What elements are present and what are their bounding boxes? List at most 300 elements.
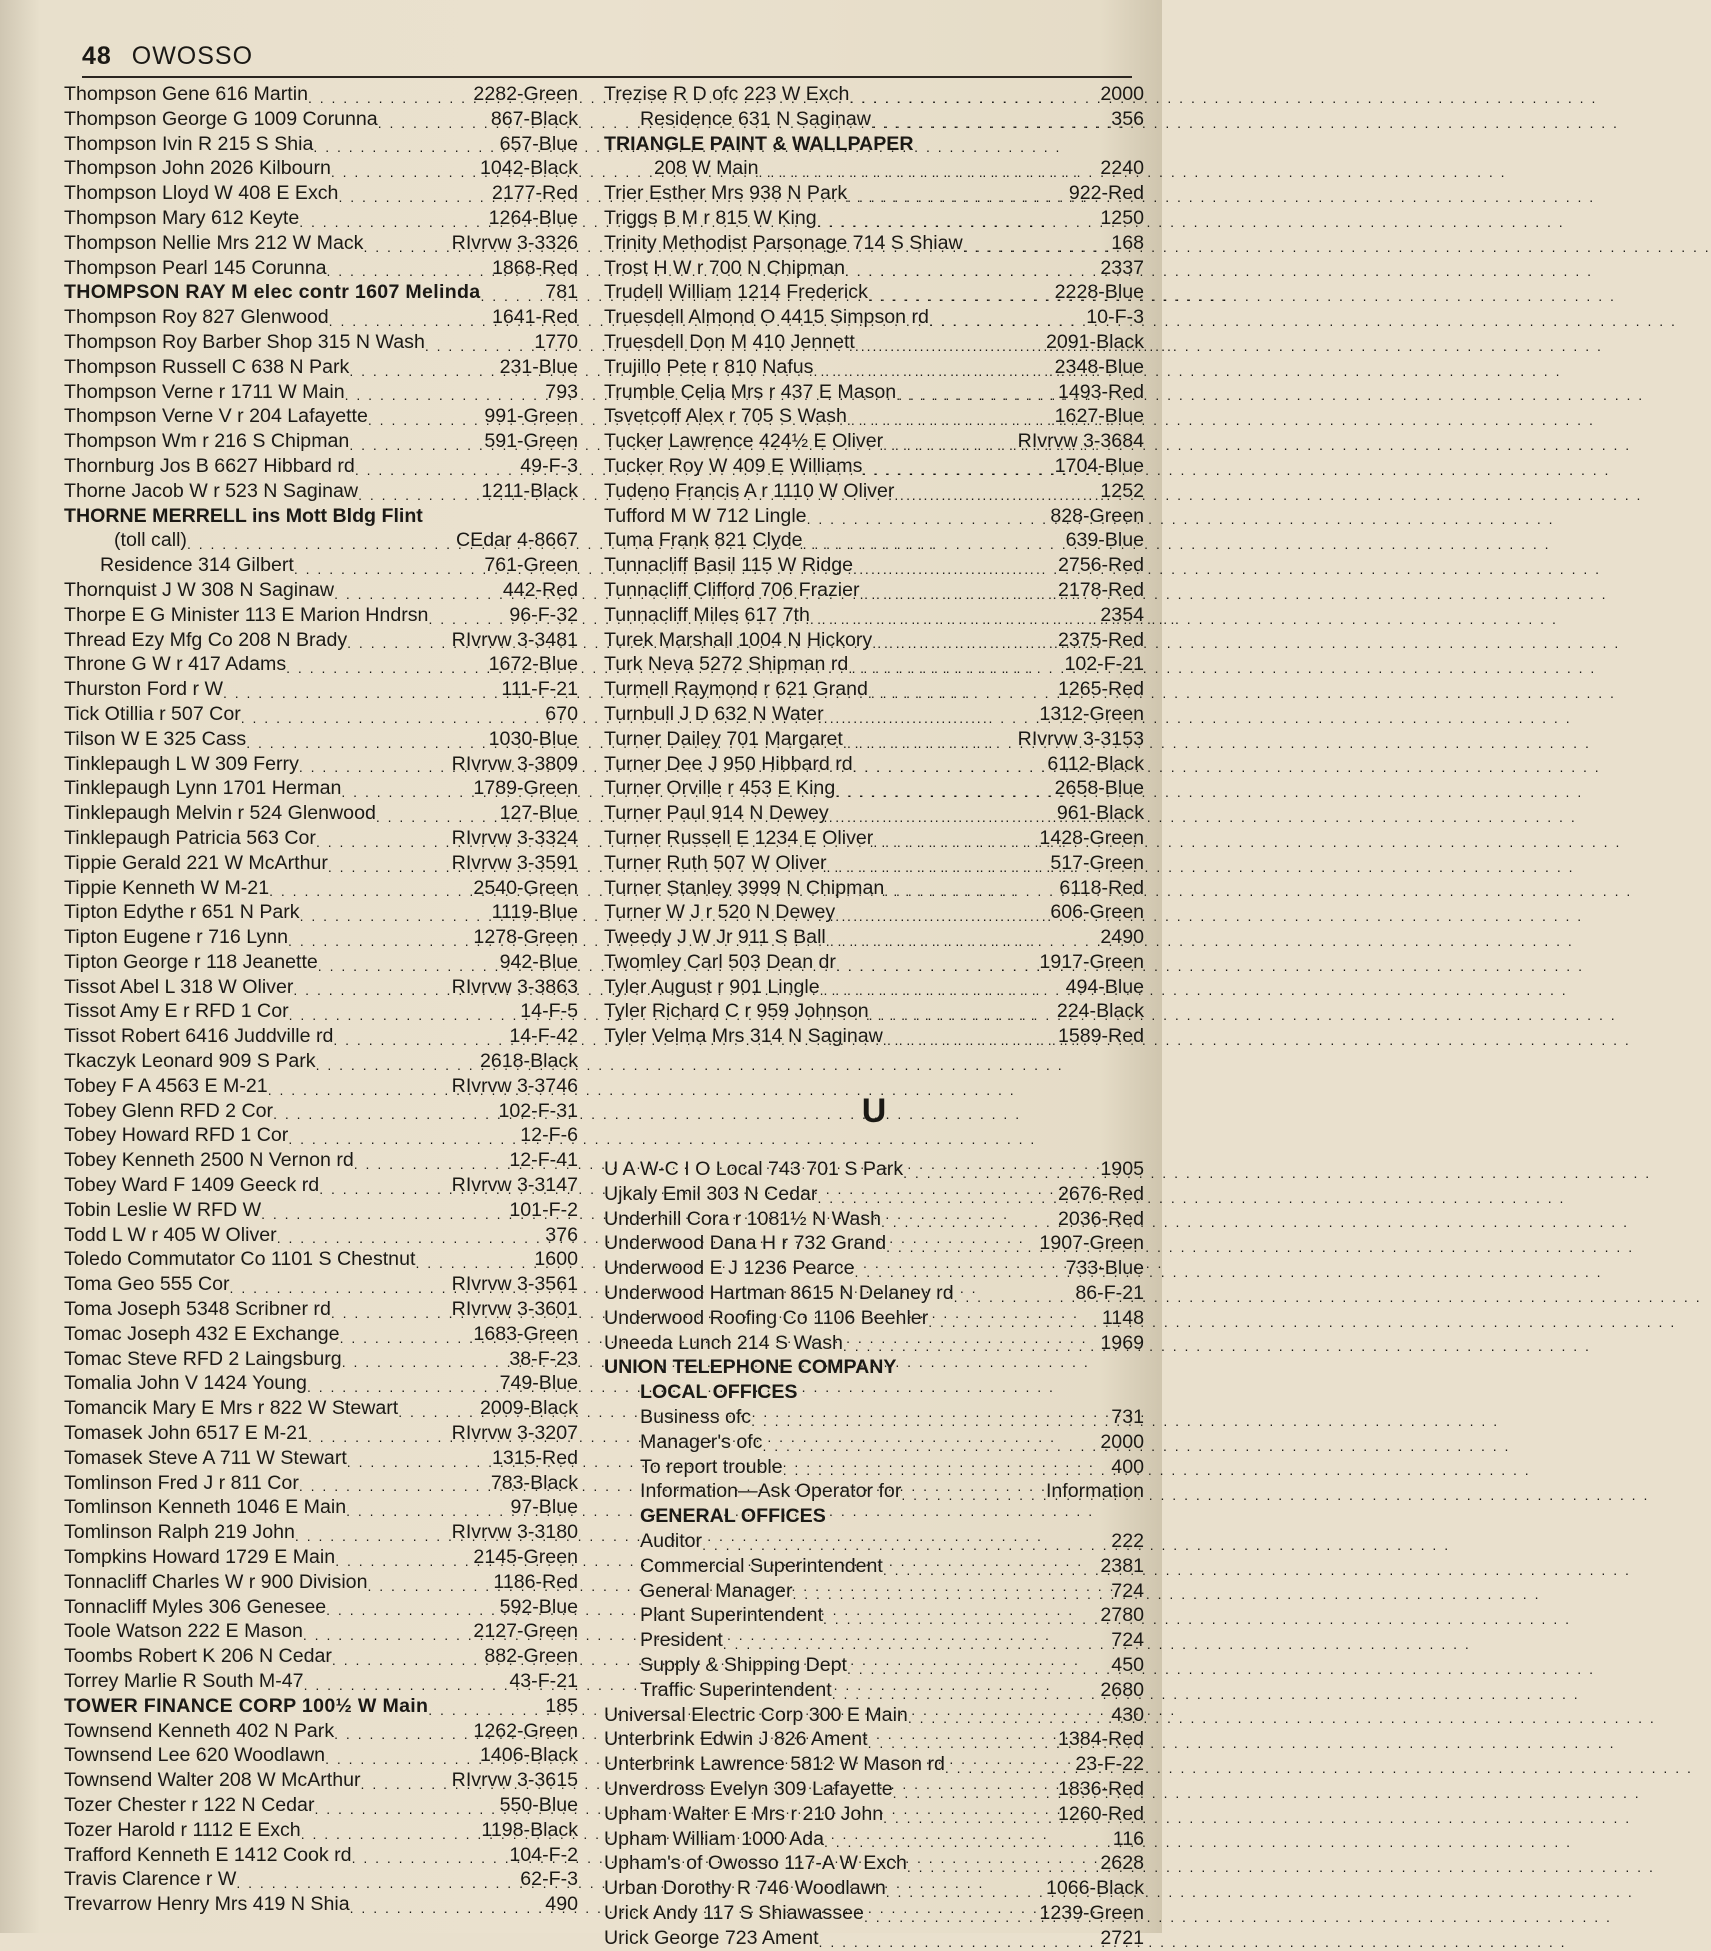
listing-name: Tufford M W 712 Lingle: [604, 504, 807, 527]
listing-name: Tomlinson Kenneth 1046 E Main: [64, 1496, 347, 1519]
leader-dots: [868, 1734, 1056, 1752]
phone-number: 1868-Red: [491, 256, 578, 279]
phone-number: 1260-Red: [1057, 1802, 1144, 1825]
phone-number: 231-Blue: [499, 355, 578, 378]
listing-name: Thompson Mary 612 Keyte: [64, 206, 300, 229]
listing-entry: [64, 752, 578, 777]
listing-name: Tippie Gerald 221 W McArthur: [64, 851, 328, 874]
listing-name: Tozer Chester r 122 N Cedar: [64, 1793, 315, 1816]
listing-entry: [64, 1123, 578, 1148]
section-letter: U: [861, 1092, 887, 1131]
listing-name: U A W-C I O Local 743 701 S Park: [604, 1158, 904, 1181]
phone-number: 1315-Red: [491, 1446, 578, 1469]
listing-entry: [64, 1371, 578, 1396]
phone-number: 2000: [1100, 1430, 1144, 1453]
leader-dots: [864, 1908, 1037, 1926]
phone-number: 2348-Blue: [1054, 355, 1144, 378]
phone-number: 882-Green: [484, 1645, 578, 1668]
listing-entry: [64, 1099, 578, 1124]
listing-entry: [604, 1752, 1144, 1777]
phone-number: 922-Red: [1068, 182, 1144, 205]
listing-entry: [604, 1430, 1144, 1455]
listing-entry: [604, 603, 1144, 628]
leader-dots: [347, 634, 450, 652]
phone-number: 2145-Green: [473, 1546, 578, 1569]
listing-entry: [64, 727, 578, 752]
leader-dots: [907, 1858, 1099, 1876]
phone-number: 1672-Blue: [488, 653, 578, 676]
listing-entry: [604, 1727, 1144, 1752]
listing-entry: [64, 107, 578, 132]
listing-entry: [604, 553, 1144, 578]
listing-entry: [64, 156, 578, 181]
phone-number: RIvrvw 3-3863: [451, 975, 578, 998]
leader-dots: [845, 262, 1098, 280]
listing-name: Thompson Russell C 638 N Park: [64, 355, 350, 378]
listing-name: General Manager: [640, 1579, 793, 1602]
leader-dots: [813, 362, 1052, 380]
phone-number: 2354: [1100, 603, 1144, 626]
listing-entry: [64, 603, 578, 628]
listing-name: Underwood Dana H r 732 Grand: [604, 1232, 887, 1255]
listing-entry: [64, 1297, 578, 1322]
listing-entry: [604, 1281, 1144, 1306]
listing-name: Tipton George r 118 Jeanette: [64, 950, 318, 973]
leader-dots: [347, 1453, 490, 1471]
listing-name: Tyler Richard C r 959 Johnson: [604, 1000, 869, 1023]
leader-dots: [832, 1685, 1099, 1703]
listing-entry: [64, 1322, 578, 1347]
phone-number: 1969: [1100, 1331, 1144, 1354]
leader-dots: [350, 1899, 544, 1917]
leader-dots: [823, 1610, 1098, 1628]
listing-entry: [604, 1157, 1144, 1182]
leader-dots: [883, 1561, 1099, 1579]
phone-number: 2127-Green: [473, 1620, 578, 1643]
listing-entry: [64, 280, 578, 305]
listing-name: Todd L W r 405 W Oliver: [64, 1223, 277, 1246]
listing-entry: [64, 1421, 578, 1446]
listing-entry: [64, 876, 578, 901]
listing-name: Manager's ofc: [640, 1430, 763, 1453]
listing-entry: [64, 1545, 578, 1570]
phone-number: 781: [545, 281, 578, 304]
listing-name: Urick Andy 117 S Shiawassee: [604, 1901, 864, 1924]
listing-name: Tomasek Steve A 711 W Stewart: [64, 1446, 347, 1469]
leader-dots: [820, 981, 1064, 999]
phone-number: 2178-Red: [1057, 578, 1144, 601]
listing-entry: [64, 1223, 578, 1248]
leader-dots: [853, 758, 1046, 776]
leader-dots: [792, 1585, 1109, 1603]
listing-name: Tomlinson Fred J r 811 Cor: [64, 1471, 299, 1494]
listing-entry: [604, 776, 1144, 801]
phone-number: 96-F-32: [509, 603, 578, 626]
listing-entry: [64, 1198, 578, 1223]
phone-number: 1119-Blue: [491, 901, 578, 924]
leader-dots: [304, 1676, 508, 1694]
leader-dots: [358, 486, 479, 504]
right-column: [604, 82, 1144, 1951]
listing-entry: [64, 1818, 578, 1843]
leader-dots: [945, 1759, 1074, 1777]
phone-number: 961-Black: [1056, 802, 1144, 825]
listing-name: Upham William 1000 Ada: [604, 1827, 824, 1850]
leader-dots: [352, 1849, 508, 1867]
listing-name: Turk Neva 5272 Shipman rd: [604, 653, 849, 676]
listing-entry: [64, 826, 578, 851]
listing-name: Throne G W r 417 Adams: [64, 653, 287, 676]
phone-number: 2490: [1100, 926, 1144, 949]
listing-name: Underhill Cora r 1081½ N Wash: [604, 1207, 881, 1230]
phone-number: 6112-Black: [1047, 752, 1144, 775]
leader-dots: [819, 1933, 1099, 1951]
phone-number: 1704-Blue: [1054, 454, 1144, 477]
listing-name: President: [640, 1629, 723, 1652]
listing-entry: [604, 1901, 1144, 1926]
listing-entry: [604, 999, 1144, 1024]
listing-entry: [604, 305, 1144, 330]
listing-name: Turner Stanley 3999 N Chipman: [604, 876, 885, 899]
listing-entry: [604, 826, 1144, 851]
leader-dots: [398, 1403, 478, 1421]
leader-dots: [341, 783, 471, 801]
phone-number: RIvrvw 3-3591: [451, 851, 578, 874]
listing-entry: [604, 528, 1144, 553]
phone-number: 1252: [1100, 479, 1144, 502]
phone-number: 749-Blue: [499, 1372, 578, 1395]
phone-number: 1641-Red: [491, 306, 578, 329]
leader-dots: [908, 1709, 1109, 1727]
listing-name: Supply & Shipping Dept: [640, 1654, 847, 1677]
listing-name: Ujkaly Emil 303 N Cedar: [604, 1182, 818, 1205]
listing-name: Unverdross Evelyn 309 Lafayette: [604, 1778, 893, 1800]
listing-entry: [604, 504, 1144, 529]
leader-dots: [847, 1660, 1109, 1678]
leader-dots: [294, 560, 482, 578]
phone-number: 111-F-21: [501, 678, 578, 701]
phone-number: 43-F-21: [509, 1670, 578, 1692]
listing-entry: [64, 1049, 578, 1074]
listing-name: Turnbull J D 632 N Water: [604, 702, 824, 725]
phone-number: 1211-Black: [481, 479, 578, 502]
listing-entry: [604, 677, 1144, 702]
listing-name: Tyler August r 901 Lingle: [604, 975, 820, 998]
listing-name: Tinklepaugh Melvin r 524 Glenwood: [64, 802, 376, 825]
phone-number: 793: [545, 380, 578, 403]
phone-number: 724: [1111, 1579, 1144, 1602]
listing-name: 208 W Main: [654, 157, 759, 180]
listing-entry: [604, 1231, 1144, 1256]
phone-number: 1600: [534, 1248, 578, 1271]
phone-number: 2680: [1100, 1678, 1144, 1701]
listing-name: Trujillo Pete r 810 Nafus: [604, 355, 814, 378]
listing-entry: [64, 1074, 578, 1099]
phone-number: 2000: [1100, 83, 1144, 105]
phone-number: 1917-Green: [1039, 950, 1144, 973]
listing-entry: [604, 1703, 1144, 1728]
phone-number: 2628: [1100, 1852, 1144, 1875]
phone-number: RIvrvw 3-3481: [451, 628, 578, 651]
listing-name: Auditor: [640, 1530, 703, 1553]
phone-number: 1186-Red: [493, 1570, 578, 1593]
listing-entry: [604, 876, 1144, 901]
phone-number: 724: [1111, 1629, 1144, 1652]
listing-entry: [64, 776, 578, 801]
listing-name: Thornburg Jos B 6627 Hibbard rd: [64, 454, 355, 477]
listing-entry: [604, 206, 1144, 231]
listing-name: Toombs Robert K 206 N Cedar: [64, 1645, 332, 1668]
listing-name: Toma Joseph 5348 Scribner rd: [64, 1298, 331, 1321]
listing-entry: [64, 528, 578, 553]
leader-dots: [843, 734, 1016, 752]
phone-number: 430: [1111, 1703, 1144, 1726]
listing-name: Unterbrink Edwin J 826 Ament: [604, 1728, 868, 1751]
phone-number: 400: [1111, 1455, 1144, 1478]
listing-name: Uneeda Lunch 214 S Wash: [604, 1331, 843, 1354]
leader-dots: [847, 411, 1053, 429]
phone-number: 494-Blue: [1065, 975, 1144, 998]
listing-entry: [64, 1793, 578, 1818]
leader-dots: [299, 213, 486, 231]
listing-entry: [64, 1570, 578, 1595]
phone-number: 867-Black: [490, 107, 578, 130]
listing-entry: [64, 1644, 578, 1669]
listing-name: Tsvetcoff Alex r 705 S Wash: [604, 405, 847, 428]
phone-number: 2282-Green: [473, 83, 578, 105]
leader-dots: [853, 560, 1056, 578]
leader-dots: [318, 957, 498, 975]
listing-entry: [604, 1926, 1144, 1951]
listing-entry: [64, 454, 578, 479]
listing-entry: [604, 975, 1144, 1000]
listing-entry: [64, 82, 578, 107]
leader-dots: [331, 1304, 450, 1322]
leader-dots: [886, 1883, 1044, 1901]
listing-entry: [604, 156, 1144, 181]
listing-name: Upham's of Owosso 117-A W Exch: [604, 1852, 907, 1875]
listing-name: Plant Superintendent: [640, 1604, 824, 1627]
header-rule: [82, 76, 1132, 78]
listing-entry: [604, 1554, 1144, 1579]
listing-name: Tunnacliff Basil 115 W Ridge: [604, 554, 854, 577]
u-listings: [604, 1157, 1144, 1951]
phone-number: 1493-Red: [1057, 380, 1144, 403]
leader-dots: [316, 833, 450, 851]
listing-name: Tyler Velma Mrs 314 N Saginaw: [604, 1025, 883, 1048]
listing-name: Toole Watson 222 E Mason: [64, 1620, 303, 1643]
leader-dots: [903, 1164, 1098, 1182]
listing-entry: [64, 1743, 578, 1768]
leader-dots: [295, 1527, 450, 1545]
phone-number: 1836-Red: [1057, 1778, 1144, 1800]
listing-entry: [64, 132, 578, 157]
listing-entry: [64, 702, 578, 727]
phone-number: 828-Green: [1050, 504, 1144, 527]
phone-number: RIvrvw 3-3561: [451, 1273, 578, 1296]
listing-name: Turner Russell E 1234 E Oliver: [604, 826, 874, 849]
listing-name: Truesdell Almond O 4415 Simpson rd: [604, 306, 929, 329]
section-subheading: GENERAL OFFICES: [640, 1505, 826, 1528]
leader-dots: [824, 709, 1038, 727]
listing-entry: [64, 975, 578, 1000]
phone-number: 490: [545, 1893, 578, 1916]
listing-entry: [64, 999, 578, 1024]
phone-number: 2676-Red: [1057, 1182, 1144, 1205]
phone-number: 2177-Red: [491, 182, 578, 205]
leader-dots: [327, 262, 490, 280]
leader-dots: [963, 238, 1110, 256]
leader-dots: [301, 1825, 480, 1843]
listing-name: Thompson Ivin R 215 S Shia: [64, 132, 314, 155]
leader-dots: [868, 684, 1056, 702]
leader-dots: [829, 808, 1055, 826]
listing-name: Tinklepaugh L W 309 Ferry: [64, 752, 299, 775]
leader-dots: [314, 1800, 497, 1818]
phone-number: 1148: [1101, 1306, 1144, 1329]
listing-name: Turner Dee J 950 Hibbard rd: [604, 752, 853, 775]
listing-name: Tomancik Mary E Mrs r 822 W Stewart: [64, 1397, 399, 1420]
listing-name: Thompson Roy Barber Shop 315 N Wash: [64, 330, 425, 353]
leader-dots: [428, 1701, 543, 1719]
leader-dots: [884, 882, 1057, 900]
listing-name: Tunnacliff Clifford 706 Frazier: [604, 578, 860, 601]
leader-dots: [363, 238, 449, 256]
listing-name: Underwood Roofing Co 1106 Beehler: [604, 1306, 929, 1329]
listing-entry: [604, 404, 1144, 429]
listing-name: Tobey Kenneth 2500 N Vernon rd: [64, 1149, 354, 1172]
listing-name: Turner Paul 914 N Dewey: [604, 802, 829, 825]
leader-dots: [428, 610, 507, 628]
phone-number: 185: [545, 1694, 578, 1717]
listing-entry: [64, 1396, 578, 1421]
section-subheading: LOCAL OFFICES: [640, 1381, 798, 1404]
listing-entry: [64, 1595, 578, 1620]
leader-dots: [855, 1263, 1064, 1281]
leader-dots: [826, 932, 1099, 950]
leader-dots: [817, 213, 1099, 231]
phone-number: 224-Black: [1056, 1000, 1144, 1023]
phone-number: 6118-Red: [1059, 876, 1144, 899]
listing-name: Tissot Abel L 318 W Oliver: [64, 975, 294, 998]
leader-dots: [361, 1775, 450, 1793]
listing-entry: [64, 355, 578, 380]
leader-dots: [415, 1254, 532, 1272]
listing-name: Thurston Ford r W: [64, 678, 223, 701]
leader-dots: [849, 89, 1098, 107]
phone-number: 2756-Red: [1057, 554, 1144, 577]
phone-number: 104-F-2: [509, 1843, 578, 1866]
listing-name: Toma Geo 555 Cor: [64, 1273, 230, 1296]
leader-dots: [316, 1056, 478, 1074]
listing-heading: UNION TELEPHONE COMPANY: [604, 1356, 897, 1379]
leader-dots: [836, 957, 1037, 975]
phone-number: 62-F-3: [520, 1868, 578, 1891]
phone-number: 1406-Black: [479, 1744, 578, 1767]
phone-number: 2337: [1100, 256, 1144, 279]
listing-entry: [64, 578, 578, 603]
phone-number: Information: [1045, 1480, 1144, 1503]
phone-number: RIvrvw 3-3809: [451, 752, 578, 775]
leader-dots: [827, 858, 1049, 876]
listing-entry: [64, 404, 578, 429]
phone-number: 1683-Green: [473, 1322, 578, 1345]
listing-name: Tomac Steve RFD 2 Laingsburg: [64, 1347, 342, 1370]
listing-name: Tinklepaugh Patricia 563 Cor: [64, 826, 316, 849]
phone-number: 733-Blue: [1065, 1257, 1144, 1280]
listing-entry: [604, 1024, 1144, 1049]
phone-number: RIvrvw 3-3207: [451, 1422, 578, 1445]
listing-entry: [64, 231, 578, 256]
listing-entry: [64, 429, 578, 454]
phone-number: 592-Blue: [499, 1595, 578, 1618]
phone-number: 38-F-23: [509, 1347, 578, 1370]
phone-number: 1428-Green: [1039, 826, 1144, 849]
listing-entry: [604, 1851, 1144, 1876]
phone-number: 1312-Green: [1039, 702, 1144, 725]
listing-name: Tomalia John V 1424 Young: [64, 1372, 307, 1395]
phone-number: 591-Green: [484, 430, 578, 453]
leader-dots: [329, 312, 490, 330]
listing-entry: [604, 752, 1144, 777]
phone-number: 14-F-42: [509, 1025, 578, 1048]
leader-dots: [308, 89, 471, 107]
leader-dots: [340, 1329, 472, 1347]
phone-number: 1239-Green: [1039, 1901, 1144, 1924]
phone-number: RIvrvw 3-3153: [1017, 727, 1144, 750]
listing-entry: [604, 1405, 1144, 1430]
listing-name: Travis Clarence r W: [64, 1868, 237, 1891]
listing-entry: [604, 256, 1144, 281]
phone-number: 97-Blue: [510, 1496, 578, 1519]
listing-entry: [64, 1247, 578, 1272]
leader-dots: [230, 1279, 450, 1297]
listing-name: Underwood E J 1236 Pearce: [604, 1257, 855, 1280]
listing-name: Tomasek John 6517 E M-21: [64, 1422, 308, 1445]
listing-name: Tompkins Howard 1729 E Main: [64, 1546, 336, 1569]
page-number: 48: [82, 42, 112, 70]
listing-entry: [604, 1678, 1144, 1703]
phone-number: RIvrvw 3-3615: [451, 1769, 578, 1792]
leader-dots: [881, 1213, 1056, 1231]
leader-dots: [328, 858, 450, 876]
phone-number: 450: [1111, 1654, 1144, 1677]
leader-dots: [261, 1205, 507, 1223]
listing-entry: [64, 256, 578, 281]
listing-heading: THORNE MERRELL ins Mott Bldg Flint: [64, 504, 423, 527]
leader-dots: [187, 535, 454, 553]
leader-dots: [300, 907, 490, 925]
listing-name: Trier Esther Mrs 938 N Park: [604, 182, 848, 205]
listing-name: Twomley Carl 503 Dean dr: [604, 950, 836, 973]
city-name: OWOSSO: [131, 42, 254, 70]
leader-dots: [326, 1601, 497, 1619]
leader-dots: [894, 486, 1098, 504]
phone-number: 991-Green: [484, 405, 578, 428]
phone-number: 127-Blue: [499, 802, 578, 825]
listing-entry: [64, 553, 578, 578]
listing-name: Tissot Robert 6416 Juddville rd: [64, 1025, 334, 1048]
leader-dots: [883, 1809, 1056, 1827]
phone-number: 783-Black: [490, 1471, 578, 1494]
listing-entry: [64, 652, 578, 677]
listing-name: Thompson Gene 616 Martin: [64, 83, 308, 105]
leader-dots: [872, 634, 1056, 652]
leader-dots: [868, 287, 1053, 305]
listing-name: TOWER FINANCE CORP 100½ W Main: [64, 1694, 429, 1717]
phone-number: 1589-Red: [1057, 1025, 1144, 1048]
phone-number: 1905: [1100, 1158, 1144, 1181]
